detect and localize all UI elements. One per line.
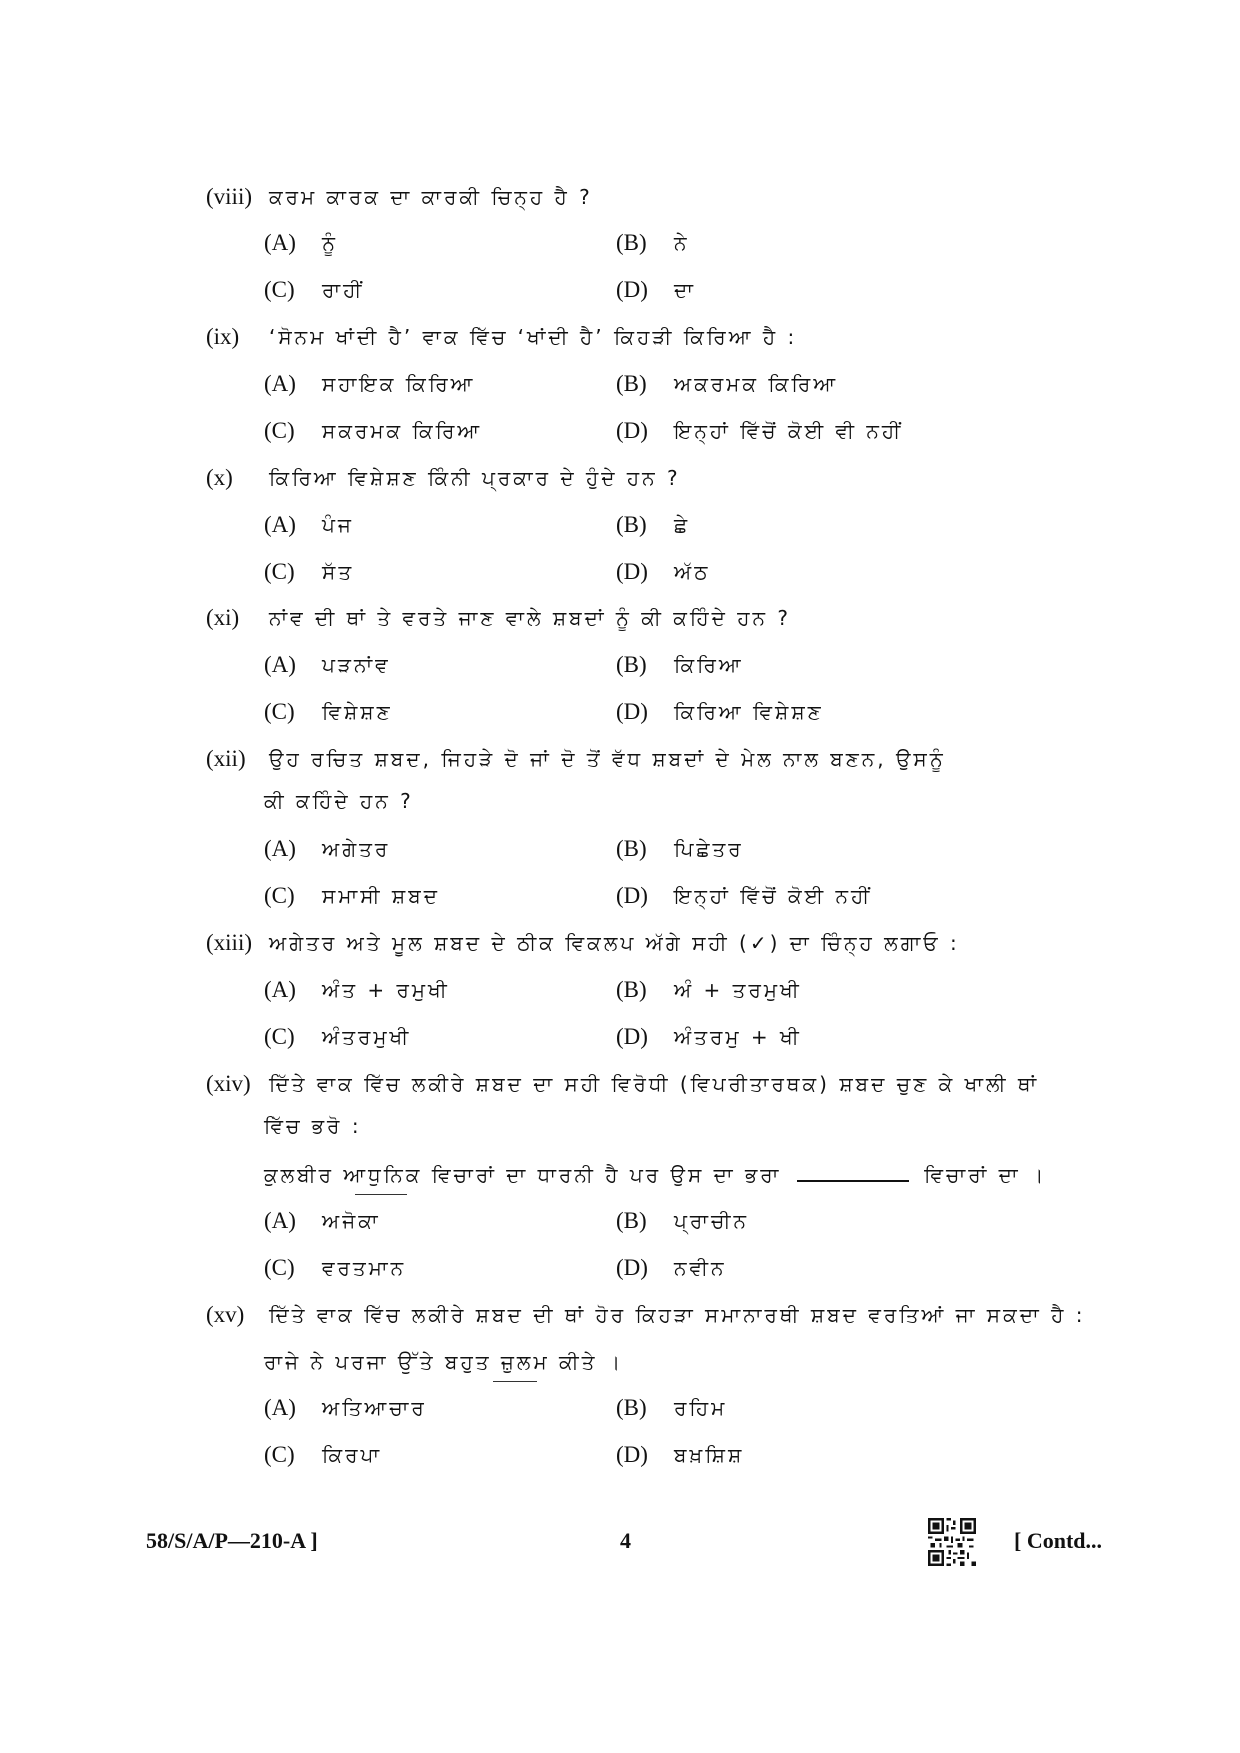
option-c: (C) ਰਾਹੀਂ: [264, 277, 365, 302]
question-text: ਦਿੱਤੇ ਵਾਕ ਵਿੱਚ ਲਕੀਰੇ ਸ਼ਬਦ ਦਾ ਸਹੀ ਵਿਰੋਧੀ (ਵਿਪਰੀਤਾਰਥਕ) ਸ਼ਬਦ ਚੁਣ ਕੇ ਖਾਲੀ ਥਾਂ: [269, 1072, 1040, 1096]
question-number: (x): [206, 465, 233, 490]
option-c: (C) ਕਿਰਪਾ: [264, 1442, 383, 1467]
qr-code-icon: [928, 1518, 976, 1566]
continued-label: [ Contd...: [1014, 1528, 1103, 1553]
question-text: ਦਿੱਤੇ ਵਾਕ ਵਿੱਚ ਲਕੀਰੇ ਸ਼ਬਦ ਦੀ ਥਾਂ ਹੋਰ ਕਿਹੜਾ ਸਮਾਨਾਰਥੀ ਸ਼ਬਦ ਵਰਤਿਆਂ ਜਾ ਸਕਦਾ ਹੈ :: [269, 1303, 1086, 1327]
word-underline: [493, 1381, 537, 1382]
option-d: (D) ਇਨ੍ਹਾਂ ਵਿੱਚੋਂ ਕੋਈ ਵੀ ਨਹੀਂ: [616, 418, 904, 443]
sentence-after-blank: ਵਿਚਾਰਾਂ ਦਾ ।: [924, 1163, 1047, 1187]
answer-blank: [797, 1162, 909, 1182]
option-d: (D) ਨਵੀਨ: [616, 1255, 727, 1280]
question-number: (xv): [206, 1302, 245, 1327]
question-text: ‘ਸੋਨਮ ਖਾਂਦੀ ਹੈ’ ਵਾਕ ਵਿੱਚ ‘ਖਾਂਦੀ ਹੈ’ ਕਿਹੜੀ ਕਿਰਿਆ ਹੈ :: [269, 325, 798, 349]
option-b: (B) ਅੰ + ਤਰਮੁਖੀ: [616, 977, 802, 1002]
question-xii: [206, 744, 1086, 775]
option-a: (A) ਪੰਜ: [264, 512, 354, 537]
question-xiii: [206, 928, 1086, 959]
option-c: (C) ਵਰਤਮਾਨ: [264, 1255, 407, 1280]
option-c: (C) ਅੰਤਰਮੁਖੀ: [264, 1024, 412, 1049]
option-b: (B) ਪਿਛੇਤਰ: [616, 836, 744, 861]
option-c: (C) ਸਮਾਸੀ ਸ਼ਬਦ: [264, 883, 440, 908]
page-number: 4: [620, 1528, 631, 1553]
question-xi: [206, 603, 1086, 634]
question-ix: [206, 322, 1086, 353]
option-d: (D) ਬਖ਼ਸ਼ਿਸ਼: [616, 1442, 745, 1467]
question-xv: [206, 1300, 1086, 1331]
option-d: (D) ਕਿਰਿਆ ਵਿਸ਼ੇਸ਼ਣ: [616, 699, 824, 724]
question-x: [206, 463, 1086, 494]
question-text-continued: ਕੀ ਕਹਿੰਦੇ ਹਨ ?: [264, 789, 414, 813]
question-text: ਉਹ ਰਚਿਤ ਸ਼ਬਦ, ਜਿਹੜੇ ਦੋ ਜਾਂ ਦੋ ਤੋਂ ਵੱਧ ਸ਼ਬਦਾਂ ਦੇ ਮੇਲ ਨਾਲ ਬਣਨ, ਉਸਨੂੰ: [269, 747, 946, 771]
option-a: (A) ਅਗੇਤਰ: [264, 836, 391, 861]
question-text: ਅਗੇਤਰ ਅਤੇ ਮੂਲ ਸ਼ਬਦ ਦੇ ਠੀਕ ਵਿਕਲਪ ਅੱਗੇ ਸਹੀ (✓) ਦਾ ਚਿੰਨ੍ਹ ਲਗਾਓ :: [269, 931, 960, 955]
option-b: (B) ਛੇ: [616, 512, 691, 537]
fill-blank-sentence: [264, 1160, 1084, 1190]
option-c: (C) ਵਿਸ਼ੇਸ਼ਣ: [264, 699, 393, 724]
option-b: (B) ਨੇ: [616, 230, 690, 255]
option-a: (A) ਨੂੰ: [264, 230, 338, 255]
option-d: (D) ਦਾ: [616, 277, 696, 302]
question-number: (xiv): [206, 1071, 251, 1096]
option-d: (D) ਅੰਤਰਮੁ + ਖੀ: [616, 1024, 802, 1049]
question-number: (xii): [206, 746, 246, 771]
option-c: (C) ਸਕਰਮਕ ਕਿਰਿਆ: [264, 418, 483, 443]
question-text: ਕਰਮ ਕਾਰਕ ਦਾ ਕਾਰਕੀ ਚਿਨ੍ਹ ਹੈ ?: [269, 185, 593, 209]
option-a: (A) ਸਹਾਇਕ ਕਿਰਿਆ: [264, 371, 476, 396]
option-b: (B) ਪ੍ਰਾਚੀਨ: [616, 1208, 750, 1233]
question-xiv: [206, 1069, 1086, 1100]
paper-code: 58/S/A/P—210-A ]: [146, 1528, 318, 1553]
option-a: (A) ਅਜੋਕਾ: [264, 1208, 381, 1233]
question-number: (ix): [206, 324, 240, 349]
option-b: (B) ਰਹਿਮ: [616, 1395, 728, 1420]
question-number: (viii): [206, 184, 252, 209]
option-b: (B) ਅਕਰਮਕ ਕਿਰਿਆ: [616, 371, 839, 396]
question-text-continued: ਵਿੱਚ ਭਰੋ :: [264, 1114, 362, 1138]
example-sentence: ਰਾਜੇ ਨੇ ਪਰਜਾ ਉੱਤੇ ਬਹੁਤ ਜ਼ੁਲਮ ਕੀਤੇ ।: [264, 1350, 624, 1374]
option-a: (A) ਪੜਨਾਂਵ: [264, 652, 391, 677]
sentence-before-blank: ਕੁਲਬੀਰ ਆਧੁਨਿਕ ਵਿਚਾਰਾਂ ਦਾ ਧਾਰਨੀ ਹੈ ਪਰ ਉਸ ਦਾ ਭਰਾ: [264, 1163, 782, 1187]
option-a: (A) ਅਤਿਆਚਾਰ: [264, 1395, 427, 1420]
option-c: (C) ਸੱਤ: [264, 559, 355, 584]
option-a: (A) ਅੰਤ + ਰਮੁਖੀ: [264, 977, 450, 1002]
option-d: (D) ਇਨ੍ਹਾਂ ਵਿੱਚੋਂ ਕੋਈ ਨਹੀਂ: [616, 883, 873, 908]
question-text: ਕਿਰਿਆ ਵਿਸ਼ੇਸ਼ਣ ਕਿੰਨੀ ਪ੍ਰਕਾਰ ਦੇ ਹੁੰਦੇ ਹਨ ?: [269, 466, 681, 490]
question-viii: [206, 182, 1086, 213]
option-d: (D) ਅੱਠ: [616, 559, 711, 584]
option-b: (B) ਕਿਰਿਆ: [616, 652, 744, 677]
question-text: ਨਾਂਵ ਦੀ ਥਾਂ ਤੇ ਵਰਤੇ ਜਾਣ ਵਾਲੇ ਸ਼ਬਦਾਂ ਨੂੰ ਕੀ ਕਹਿੰਦੇ ਹਨ ?: [269, 606, 792, 630]
question-number: (xiii): [206, 930, 252, 955]
word-underline: [355, 1194, 407, 1195]
question-number: (xi): [206, 605, 240, 630]
